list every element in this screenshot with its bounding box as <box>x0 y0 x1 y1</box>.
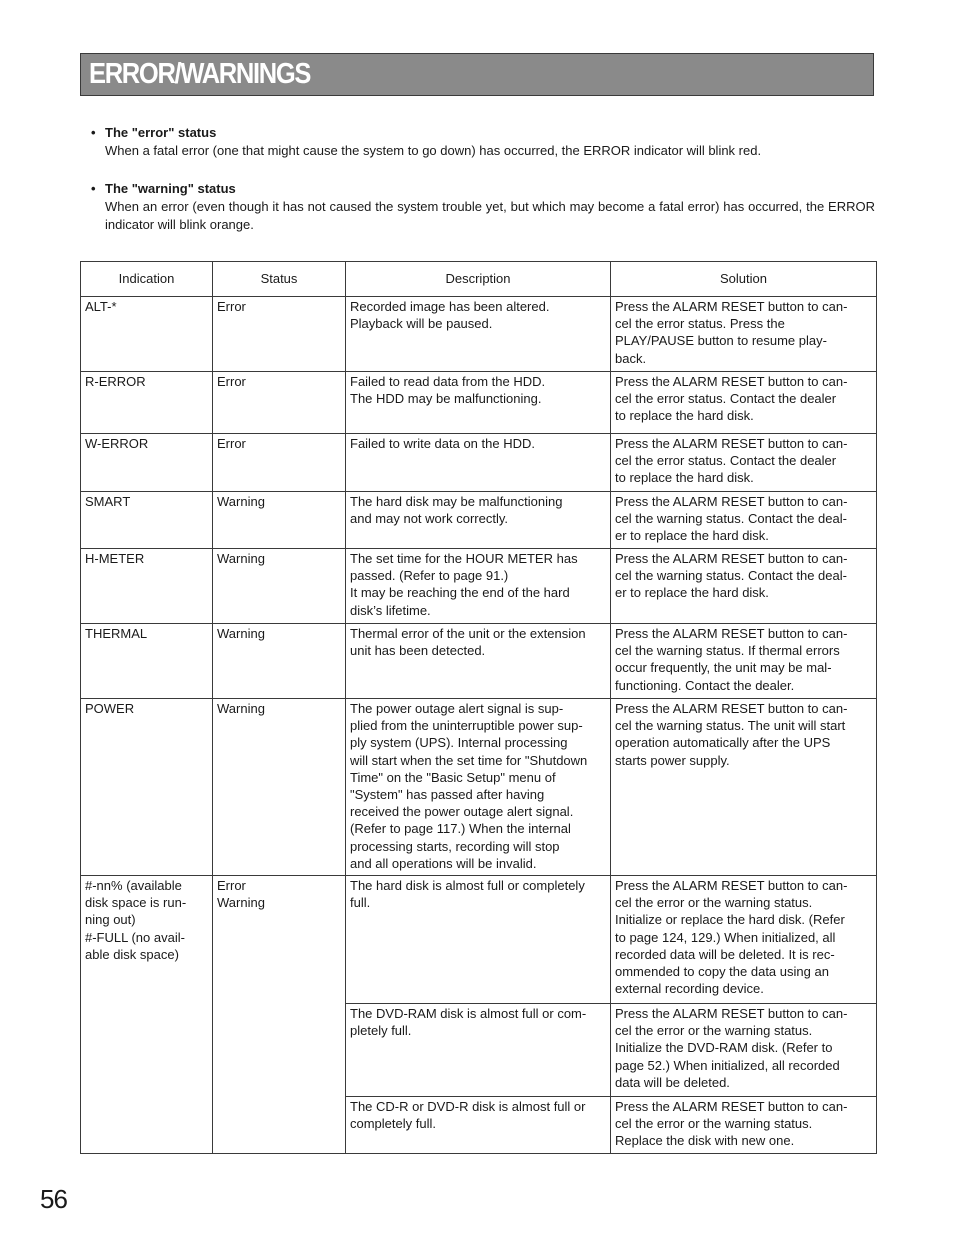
table-row <box>81 624 877 699</box>
cell-description: The DVD-RAM disk is almost full or com- pletely full. <box>346 1004 611 1097</box>
table-row <box>81 876 877 1004</box>
header-solution: Solution <box>611 262 877 297</box>
table-row <box>81 434 877 492</box>
cell-indication: R-ERROR <box>81 372 213 434</box>
warning-status-note <box>91 180 881 234</box>
cell-indication: THERMAL <box>81 624 213 699</box>
cell-status: Warning <box>213 549 346 624</box>
page-title-bar <box>80 53 874 96</box>
cell-solution: Press the ALARM RESET button to can- cel the error or the warning status. Replace the disk with new one. <box>611 1097 877 1154</box>
table-row <box>81 372 877 434</box>
table-row <box>81 699 877 876</box>
cell-solution: Press the ALARM RESET button to can- cel the error status. Contact the dealer to replace the hard disk. <box>611 372 877 434</box>
cell-description: Thermal error of the unit or the extension unit has been detected. <box>346 624 611 699</box>
cell-solution: Press the ALARM RESET button to can- cel the warning status. If thermal errors occur frequently, the unit may be mal- functioning. Contact the dealer. <box>611 624 877 699</box>
cell-description: The set time for the HOUR METER has passed. (Refer to page 91.) It may be reaching the end of the hard disk’s lifetime. <box>346 549 611 624</box>
cell-indication: W-ERROR <box>81 434 213 492</box>
cell-status: Error <box>213 297 346 372</box>
header-status: Status <box>213 262 346 297</box>
cell-solution: Press the ALARM RESET button to can- cel the error or the warning status. Initialize or replace the hard disk. (Refer to page 124, 129.) When initialized, all recorded data will be deleted. It is rec- ommended to copy the data using an external recording device. <box>611 876 877 1004</box>
cell-solution: Press the ALARM RESET button to can- cel the warning status. The unit will start operation automatically after the UPS starts power supply. <box>611 699 877 876</box>
error-status-note <box>91 124 881 160</box>
table-body <box>81 297 877 1154</box>
cell-description: The hard disk may be malfunctioning and may not work correctly. <box>346 492 611 549</box>
cell-description: Failed to read data from the HDD. The HDD may be malfunctioning. <box>346 372 611 434</box>
table-row <box>81 492 877 549</box>
page-number: 56 <box>40 1184 67 1214</box>
cell-solution: Press the ALARM RESET button to can- cel the error status. Contact the dealer to replace the hard disk. <box>611 434 877 492</box>
table-header-row <box>81 262 877 297</box>
cell-description: The CD-R or DVD-R disk is almost full or completely full. <box>346 1097 611 1154</box>
bullet-icon: • <box>91 181 96 196</box>
warning-status-heading: The "warning" status <box>105 181 236 196</box>
cell-description: Recorded image has been altered. Playback will be paused. <box>346 297 611 372</box>
table-row <box>81 297 877 372</box>
error-status-heading: The "error" status <box>105 125 217 140</box>
cell-status: Error <box>213 372 346 434</box>
cell-solution: Press the ALARM RESET button to can- cel the warning status. Contact the deal- er to replace the hard disk. <box>611 549 877 624</box>
error-warnings-table <box>80 261 877 1154</box>
cell-indication: H-METER <box>81 549 213 624</box>
cell-solution: Press the ALARM RESET button to can- cel the error or the warning status. Initialize the DVD-RAM disk. (Refer to page 52.) When initialized, all recorded data will be deleted. <box>611 1004 877 1097</box>
cell-indication: SMART <box>81 492 213 549</box>
cell-status: Error <box>213 434 346 492</box>
bullet-icon: • <box>91 125 96 140</box>
cell-indication: ALT-* <box>81 297 213 372</box>
warning-status-description: When an error (even though it has not caused the system trouble yet, but which may become a fatal error) has occurred, the ERROR indicator will blink orange. <box>105 199 875 232</box>
table-row <box>81 549 877 624</box>
header-description: Description <box>346 262 611 297</box>
cell-status: Warning <box>213 492 346 549</box>
page-title: ERROR/WARNINGS <box>89 58 311 90</box>
cell-description: Failed to write data on the HDD. <box>346 434 611 492</box>
cell-indication: #-nn% (available disk space is run- ning out) #-FULL (no avail- able disk space) <box>81 876 213 1154</box>
cell-description: The power outage alert signal is sup- plied from the uninterruptible power sup- ply system (UPS). Internal processing will start when the set time for "Shutdown Time" on the "Basic Setup" menu of "System" has passed after having received the power outage alert signal. (Refer to page 117.) When the internal processing starts, recording will stop and all operations will be invalid. <box>346 699 611 876</box>
error-status-description: When a fatal error (one that might cause the system to go down) has occurred, the ERROR indicator will blink red. <box>105 143 762 158</box>
cell-status: Warning <box>213 699 346 876</box>
cell-solution: Press the ALARM RESET button to can- cel the error status. Press the PLAY/PAUSE button to resume play- back. <box>611 297 877 372</box>
cell-indication: POWER <box>81 699 213 876</box>
cell-solution: Press the ALARM RESET button to can- cel the warning status. Contact the deal- er to replace the hard disk. <box>611 492 877 549</box>
header-indication: Indication <box>81 262 213 297</box>
cell-status: Error Warning <box>213 876 346 1154</box>
cell-description: The hard disk is almost full or completely full. <box>346 876 611 1004</box>
cell-status: Warning <box>213 624 346 699</box>
